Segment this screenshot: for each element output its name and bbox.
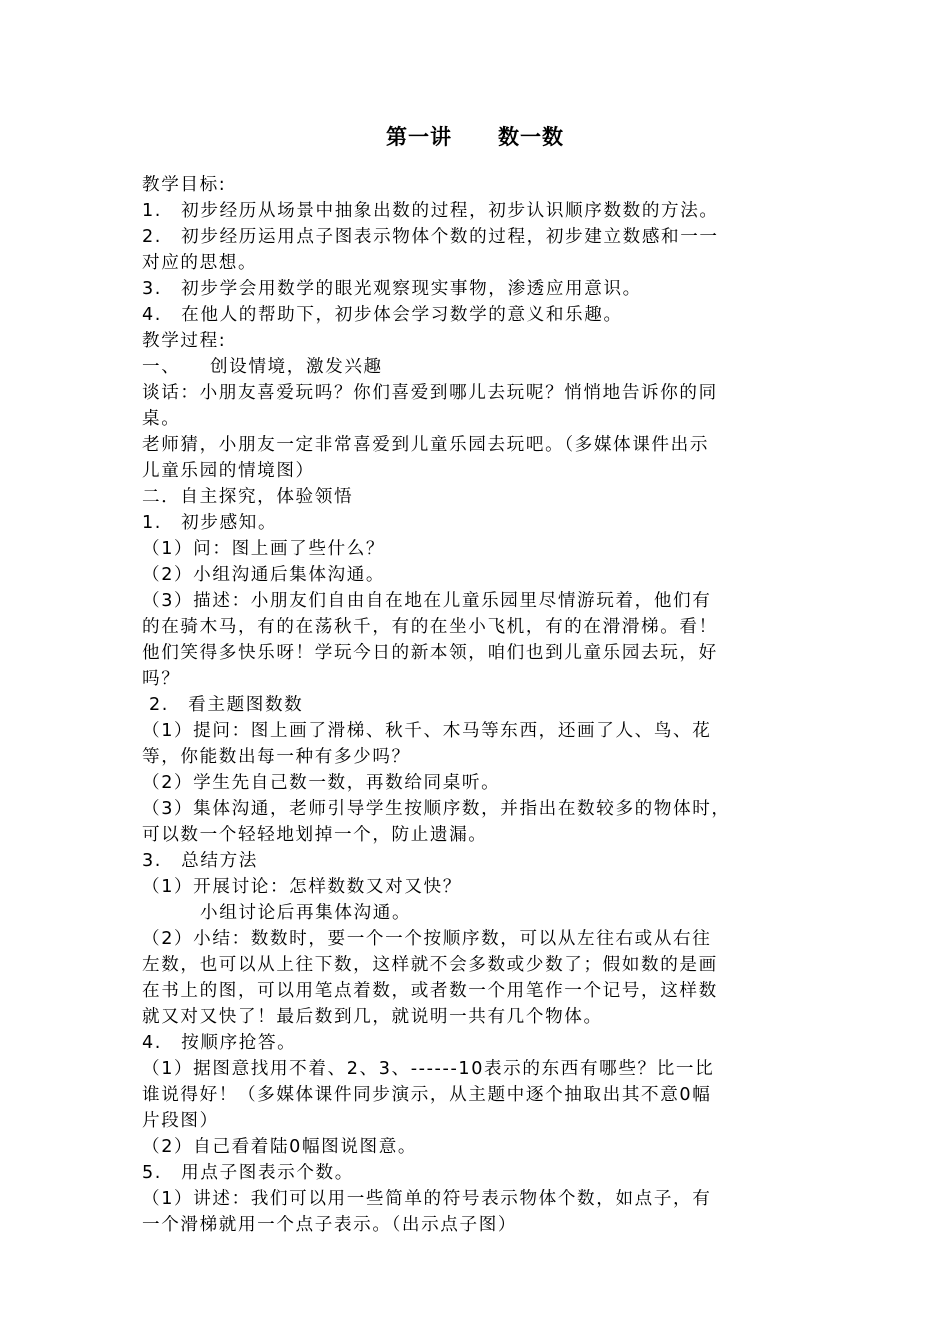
text-line: 老师猜，小朋友一定非常喜爱到儿童乐园去玩吧。（多媒体课件出示 bbox=[142, 435, 710, 455]
text-line: （2）小组沟通后集体沟通。 bbox=[142, 565, 386, 585]
document-body bbox=[142, 172, 814, 1238]
text-line: 他们笑得多快乐呀！学玩今日的新本领，咱们也到儿童乐园去玩，好 bbox=[142, 643, 718, 663]
section-heading: 教学过程: bbox=[142, 331, 227, 351]
text-line: 3. 总结方法 bbox=[142, 851, 258, 871]
text-line: 1. 初步感知。 bbox=[142, 513, 278, 533]
text-line: 谁说得好！（多媒体课件同步演示，从主题中逐个抽取出其不意0幅 bbox=[142, 1085, 712, 1105]
text-line: （2）学生先自己数一数，再数给同桌听。 bbox=[142, 773, 501, 793]
text-line: （1）问：图上画了些什么？ bbox=[142, 539, 386, 559]
text-line: （1）提问：图上画了滑梯、秋千、木马等东西，还画了人、鸟、花 bbox=[142, 721, 712, 741]
text-line: （3）集体沟通，老师引导学生按顺序数，并指出在数较多的物体时， bbox=[142, 799, 731, 819]
text-line: 等，你能数出每一种有多少吗？ bbox=[142, 747, 411, 767]
text-line: 在书上的图，可以用笔点着数，或者数一个用笔作一个记号，这样数 bbox=[142, 981, 718, 1001]
text-line: 2. 看主题图数数 bbox=[149, 695, 304, 715]
text-line: 4. 按顺序抢答。 bbox=[142, 1033, 297, 1053]
title-part-2: 数一数 bbox=[498, 125, 564, 149]
text-line: 儿童乐园的情境图） bbox=[142, 461, 315, 481]
text-line: 对应的思想。 bbox=[142, 253, 258, 273]
text-line: 5. 用点子图表示个数。 bbox=[142, 1163, 354, 1183]
text-line: 2. 初步经历运用点子图表示物体个数的过程，初步建立数感和一一 bbox=[142, 227, 719, 247]
text-line: （3）描述：小朋友们自由自在地在儿童乐园里尽情游玩着，他们有 bbox=[142, 591, 712, 611]
section-heading: 二．自主探究，体验领悟 bbox=[142, 487, 354, 507]
text-line: 4. 在他人的帮助下，初步体会学习数学的意义和乐趣。 bbox=[142, 305, 623, 325]
text-line: 吗？ bbox=[142, 669, 181, 689]
title-part-1: 第一讲 bbox=[386, 125, 452, 149]
text-line: 可以数一个轻轻地划掉一个，防止遗漏。 bbox=[142, 825, 488, 845]
text-line: 桌。 bbox=[142, 409, 181, 429]
text-line: 教学目标: bbox=[142, 175, 227, 195]
text-line: 3. 初步学会用数学的眼光观察现实事物，渗透应用意识。 bbox=[142, 279, 642, 299]
text-line: （1）据图意找用不着、2、3、------10表示的东西有哪些？比一比 bbox=[142, 1059, 715, 1079]
text-line: （2）小结：数数时，要一个一个按顺序数，可以从左往右或从右往 bbox=[142, 929, 712, 949]
text-line: 左数，也可以从上往下数，这样就不会多数或少数了；假如数的是画 bbox=[142, 955, 718, 975]
text-line: 小组讨论后再集体沟通。 bbox=[200, 903, 412, 923]
text-line: （2）自己看着陆0幅图说图意。 bbox=[142, 1137, 418, 1157]
text-line: 的在骑木马，有的在荡秋千，有的在坐小飞机，有的在滑滑梯。看！ bbox=[142, 617, 718, 637]
text-line: 片段图） bbox=[142, 1111, 219, 1131]
text-line: （1）讲述：我们可以用一些简单的符号表示物体个数，如点子，有 bbox=[142, 1189, 712, 1209]
text-line: 就又对又快了！最后数到几，就说明一共有几个物体。 bbox=[142, 1007, 603, 1027]
text-line: 1. 初步经历从场景中抽象出数的过程，初步认识顺序数数的方法。 bbox=[142, 201, 719, 221]
text-line: 谈话：小朋友喜爱玩吗？你们喜爱到哪儿去玩呢？悄悄地告诉你的同 bbox=[142, 383, 718, 403]
page-title bbox=[0, 123, 950, 151]
text-line: （1）开展讨论：怎样数数又对又快？ bbox=[142, 877, 462, 897]
text-line: 一个滑梯就用一个点子表示。（出示点子图） bbox=[142, 1215, 518, 1235]
section-heading: 一、 创设情境，激发兴趣 bbox=[142, 357, 383, 377]
